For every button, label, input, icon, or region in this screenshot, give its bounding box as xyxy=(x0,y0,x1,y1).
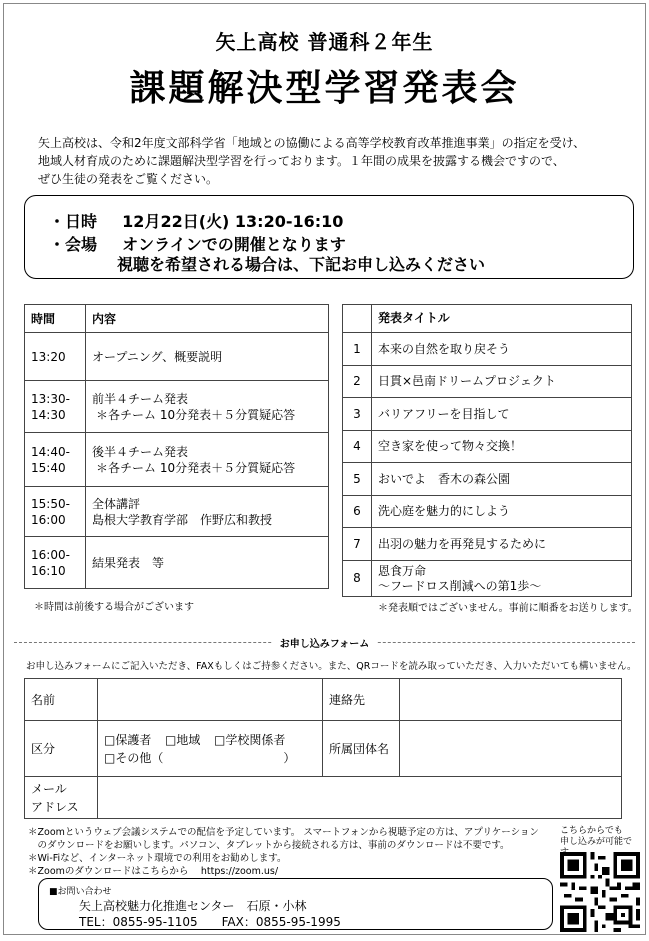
schedule-content: 後半４チーム発表 ＊各チーム 10分発表＋５分質疑応答 xyxy=(86,433,329,487)
title-row: 7 出羽の魅力を再発見するために xyxy=(343,528,632,561)
title-row: 5 おいでよ 香木の森公園 xyxy=(343,463,632,496)
intro-line: 地域人材育成のために課題解決型学習を行っております。１年間の成果を披露する機会ですので、 xyxy=(38,154,565,168)
presentation-titles-table xyxy=(342,304,632,597)
titles-header-num xyxy=(343,305,372,333)
contact-phone: TEL：0855-95-1105 FAX：0855-95-1995 xyxy=(79,915,341,929)
title-row: 8 恩食万命 ～フードロス削減への第1歩～ xyxy=(343,561,632,597)
venue-note: 視聴を希望される場合は、下記お申し込みください xyxy=(117,255,486,274)
schedule-header-time: 時間 xyxy=(25,305,86,333)
form-instruction: お申し込みフォームにご記入いただき、FAXもしくはご持参ください。また、QRコードを読み取っていただき、入力いただいても構いません。 xyxy=(26,661,637,672)
form-section-title: お申し込みフォーム xyxy=(4,635,645,650)
title-row: 1 本来の自然を取り戻そう xyxy=(343,333,632,366)
flyer-page xyxy=(3,3,646,935)
contact-field[interactable] xyxy=(400,679,622,721)
schedule-time: 14:40- 15:40 xyxy=(25,433,86,487)
venue-value: オンラインでの開催となります xyxy=(122,235,346,254)
qr-caption: こちらからでも 申し込みが可能で xyxy=(560,826,633,847)
checkbox-guardian[interactable]: □保護者 xyxy=(104,732,152,747)
title-row: 3 バリアフリーを目指して xyxy=(343,398,632,431)
schedule-time: 13:30- 14:30 xyxy=(25,381,86,433)
schedule-content: オープニング、概要説明 xyxy=(86,333,329,381)
contact-org: 矢上高校魅力化推進センター 石原・小林 xyxy=(79,899,307,913)
checkbox-other[interactable]: □その他（ ） xyxy=(104,750,296,765)
checkbox-school[interactable]: □学校関係者 xyxy=(214,732,286,747)
email-field[interactable] xyxy=(98,777,622,819)
title-row: 4 空き家を使って物々交換！ xyxy=(343,431,632,463)
zoom-download-link[interactable]: ＊Zoomのダウンロードはこちらから https://zoom.us/ xyxy=(28,866,279,877)
qr-code-icon[interactable] xyxy=(560,852,640,932)
schedule-time: 15:50- 16:00 xyxy=(25,487,86,537)
email-label: メール アドレス xyxy=(25,777,98,819)
category-options xyxy=(98,721,323,777)
page-title: 課題解決型学習発表会 xyxy=(129,68,520,109)
venue-label: ・会場 xyxy=(49,235,98,254)
name-field[interactable] xyxy=(98,679,323,721)
intro-line: 矢上高校は、令和2年度文部科学省「地域との協働による高等学校教育改革推進事業」の指定を受け、 xyxy=(38,136,586,150)
zoom-notes: ＊Zoomというウェブ会議システムでの配信を予定しています。 スマートフォンから視聴予定の方は、アプリケーション のダウンロードをお願いします。パソコン、タブレットから接続される方は、事前のダウンロードは不要です。 ＊Wi-Fiなど、インターネット環境での利用をお勧めします。 ＊Zoomのダウンロードはこちらから https://zoom.us/ xyxy=(28,826,548,878)
schedule-row xyxy=(25,333,329,381)
category-label: 区分 xyxy=(25,721,98,777)
schedule-content: 結果発表 等 xyxy=(86,537,329,589)
schedule-row xyxy=(25,381,329,433)
contact-box xyxy=(38,878,553,930)
intro-paragraph xyxy=(38,134,627,188)
title-row: 6 洗心庭を魅力的にしよう xyxy=(343,496,632,528)
subtitle: 矢上高校 普通科２年生 xyxy=(215,30,434,54)
titles-note: ＊発表順ではございません。事前に順番をお送りします。 xyxy=(378,603,638,614)
application-form xyxy=(24,678,622,819)
schedule-content: 全体講評 島根大学教育学部 作野広和教授 xyxy=(86,487,329,537)
contact-label: ■お問い合わせ xyxy=(49,887,112,897)
schedule-time: 13:20 xyxy=(25,333,86,381)
titles-header: 発表タイトル xyxy=(372,305,632,333)
schedule-row xyxy=(25,487,329,537)
schedule-time: 16:00- 16:10 xyxy=(25,537,86,589)
event-info-box xyxy=(24,195,634,279)
checkbox-community[interactable]: □地域 xyxy=(165,732,201,747)
date-value: 12月22日(火) 13:20-16:10 xyxy=(122,212,344,231)
date-label: ・日時 xyxy=(49,212,98,231)
schedule-header-content: 内容 xyxy=(86,305,329,333)
schedule-row xyxy=(25,433,329,487)
schedule-content: 前半４チーム発表 ＊各チーム 10分発表＋５分質疑応答 xyxy=(86,381,329,433)
schedule-note: ＊時間は前後する場合がございます xyxy=(34,602,194,613)
org-label: 所属団体名 xyxy=(323,721,400,777)
schedule-row xyxy=(25,537,329,589)
title-row: 2 日貫×邑南ドリームプロジェクト xyxy=(343,366,632,398)
intro-line: ぜひ生徒の発表をご覧ください。 xyxy=(38,172,219,186)
org-field[interactable] xyxy=(400,721,622,777)
contact-label: 連絡先 xyxy=(323,679,400,721)
name-label: 名前 xyxy=(25,679,98,721)
date-row xyxy=(49,209,343,232)
schedule-table xyxy=(24,304,329,589)
